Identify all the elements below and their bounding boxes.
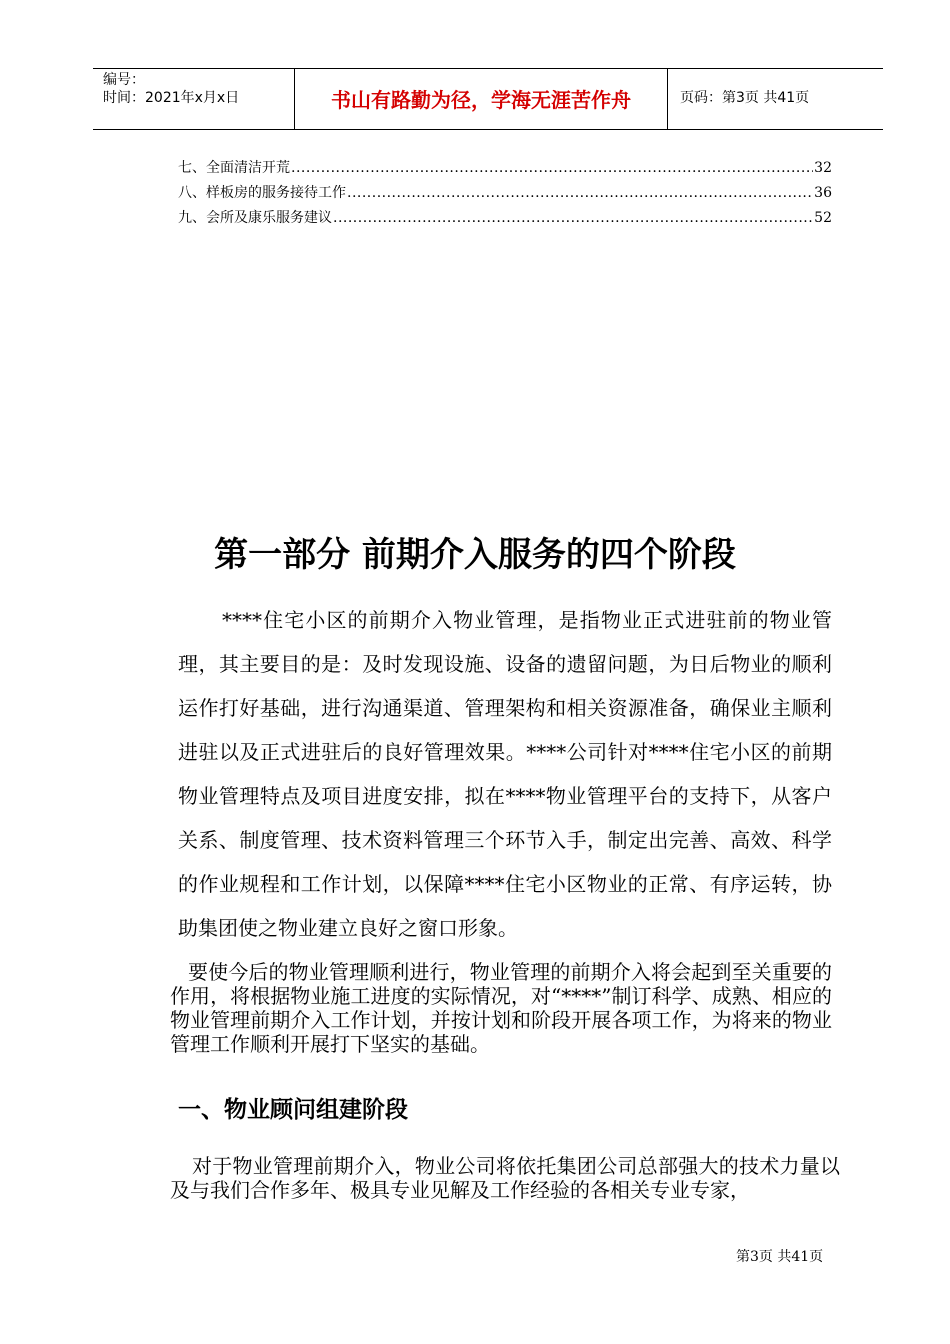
- third-paragraph: 对于物业管理前期介入，物业公司将依托集团公司总部强大的技术力量以及与我们合作多年、极具专业见解及工作经验的各相关专业专家，: [170, 1154, 840, 1202]
- toc-leader-dots: [333, 206, 813, 231]
- toc-leader-dots: [347, 181, 813, 206]
- intro-paragraph: ****住宅小区的前期介入物业管理，是指物业正式进驻前的物业管理，其主要目的是：及时发现设施、设备的遗留问题，为日后物业的顺利运作打好基础，进行沟通渠道、管理架构和相关资源准备，确保业主顺利进驻以及正式进驻后的良好管理效果。****公司针对****住宅小区的前期物业管理特点及项目进度安排，拟在****物业管理平台的支持下，从客户关系、制度管理、技术资料管理三个环节入手，制定出完善、高效、科学的作业规程和工作计划，以保障****住宅小区物业的正常、有序运转，协助集团使之物业建立良好之窗口形象。: [178, 608, 832, 940]
- toc-entry-title: 八、样板房的服务接待工作: [178, 185, 346, 201]
- header-motto: 书山有路勤为径，学海无涯苦作舟: [331, 88, 631, 112]
- toc-entry-page: 32: [814, 160, 832, 176]
- header-motto-cell: [295, 69, 668, 129]
- toc-leader-dots: [291, 156, 813, 181]
- toc-entry-title: 七、全面清洁开荒: [178, 160, 290, 176]
- toc-entry-page: 52: [814, 210, 832, 226]
- toc-entry-title: 九、会所及康乐服务建议: [178, 210, 332, 226]
- second-paragraph: 要使今后的物业管理顺利进行，物业管理的前期介入将会起到至关重要的作用，将根据物业施工进度的实际情况，对“****”制订科学、成熟、相应的物业管理前期介入工作计划，并按计划和阶段开展各项工作，为将来的物业管理工作顺利开展打下坚实的基础。: [170, 960, 832, 1056]
- toc-entry[interactable]: [178, 206, 832, 231]
- toc-entry-page: 36: [814, 185, 832, 201]
- header-page-cell: [668, 69, 883, 129]
- page-footer: 第3页 共41页: [736, 1249, 824, 1265]
- toc-entry[interactable]: [178, 181, 832, 206]
- section-title: 一、物业顾问组建阶段: [178, 1097, 408, 1123]
- serial-number-label: 编号：: [103, 72, 145, 88]
- time-label: 时间：2021年x月x日: [103, 90, 240, 106]
- toc-entry[interactable]: [178, 156, 832, 181]
- table-of-contents: [178, 156, 832, 231]
- part-title: 第一部分 前期介入服务的四个阶段: [214, 535, 736, 575]
- header-page-code: 页码：第3页 共41页: [680, 90, 810, 106]
- page-header: [93, 68, 883, 130]
- header-info-cell: [93, 69, 295, 129]
